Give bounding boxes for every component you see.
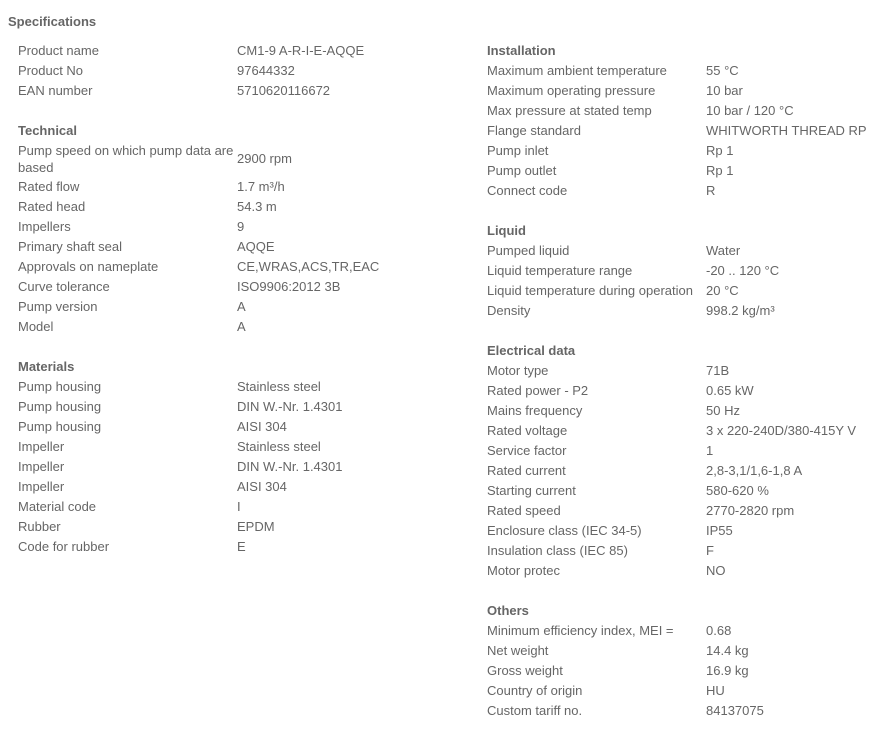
spec-row [487,561,887,581]
section-electrical-data [487,341,887,581]
spec-row [18,497,458,517]
spec-row [487,101,887,121]
section-installation [487,41,887,201]
spec-label: Impeller [18,459,65,474]
spec-row [18,377,458,397]
section-materials [18,357,458,557]
spec-label: Product name [18,43,99,58]
spec-value: 84137075 [706,703,764,718]
spec-row [487,421,887,441]
spec-label: Impeller [18,479,65,494]
spec-label: Approvals on nameplate [18,259,159,274]
spec-value: 10 bar / 120 °C [706,103,794,118]
spec-value: 10 bar [706,83,743,98]
spec-value: 580-620 % [706,483,769,498]
spec-row [487,541,887,561]
spec-label: Minimum efficiency index, MEI = [487,623,674,638]
spec-row [18,417,458,437]
spec-label: Product No [18,63,84,78]
spec-value: I [237,499,241,514]
spec-value: 97644332 [237,63,295,78]
section-heading: Electrical data [487,343,576,358]
spec-label: Impeller [18,439,65,454]
spec-label: Code for rubber [18,539,110,554]
spec-row [18,41,458,61]
spec-value: 16.9 kg [706,663,749,678]
spec-label: Density [487,303,531,318]
spec-row [487,161,887,181]
spec-row [487,381,887,401]
spec-label: Pump inlet [487,143,549,158]
spec-label: Rated speed [487,503,561,518]
spec-row [487,181,887,201]
section-heading: Technical [18,123,78,138]
spec-row [18,197,458,217]
spec-value: 14.4 kg [706,643,749,658]
spec-value: 5710620116672 [237,83,331,98]
spec-value: DIN W.-Nr. 1.4301 [237,459,343,474]
spec-row [487,461,887,481]
spec-row [18,457,458,477]
spec-label: Model [18,319,54,334]
spec-row [487,241,887,261]
section-heading: Liquid [487,223,526,238]
spec-value: Rp 1 [706,143,734,158]
spec-value: 1.7 m³/h [237,179,285,194]
spec-label: Mains frequency [487,403,583,418]
spec-value: 71B [706,363,730,378]
spec-label: Pumped liquid [487,243,570,258]
spec-label: Pump speed on which pump data are based [18,143,234,175]
spec-value: EPDM [237,519,275,534]
spec-value: Rp 1 [706,163,734,178]
spec-row [487,81,887,101]
spec-value: ISO9906:2012 3B [237,279,341,294]
spec-label: Max pressure at stated temp [487,103,652,118]
spec-label: Gross weight [487,663,563,678]
section-heading: Materials [18,359,75,374]
spec-label: Maximum ambient temperature [487,63,667,78]
spec-value: DIN W.-Nr. 1.4301 [237,399,343,414]
spec-label: Rated power - P2 [487,383,589,398]
spec-label: Flange standard [487,123,581,138]
spec-label: Pump housing [18,419,102,434]
spec-label: Liquid temperature range [487,263,633,278]
spec-row [18,317,458,337]
spec-value: AISI 304 [237,479,287,494]
spec-row [487,661,887,681]
section-liquid [487,221,887,321]
spec-row [487,701,887,721]
spec-label: Starting current [487,483,576,498]
spec-label: Rated flow [18,179,80,194]
spec-label: Maximum operating pressure [487,83,656,98]
spec-row [487,301,887,321]
spec-row [18,61,458,81]
spec-row [487,281,887,301]
spec-value: A [237,299,246,314]
spec-label: Material code [18,499,97,514]
section-general [18,41,458,101]
spec-row [487,121,887,141]
spec-row [18,277,458,297]
spec-value: 2,8-3,1/1,6-1,8 A [706,463,803,478]
spec-value: HU [706,683,725,698]
spec-value: WHITWORTH THREAD RP [706,123,867,138]
spec-row [18,297,458,317]
spec-label: Net weight [487,643,549,658]
spec-value: 9 [237,219,245,234]
spec-value: CM1-9 A-R-I-E-AQQE [237,43,365,58]
spec-row [487,61,887,81]
spec-value: AISI 304 [237,419,287,434]
spec-row [18,517,458,537]
spec-row [18,537,458,557]
spec-value: 2900 rpm [237,151,292,166]
spec-row [18,237,458,257]
spec-value: F [706,543,714,558]
spec-row [18,257,458,277]
spec-row [487,501,887,521]
spec-label: Curve tolerance [18,279,110,294]
spec-row [18,217,458,237]
spec-label: Pump outlet [487,163,557,178]
spec-label: Connect code [487,183,568,198]
spec-row [487,641,887,661]
spec-label: Pump housing [18,399,102,414]
spec-value: 0.68 [706,623,732,638]
spec-value: 55 °C [706,63,739,78]
spec-label: Country of origin [487,683,583,698]
spec-label: Motor protec [487,563,560,578]
page-title: Specifications [8,14,97,29]
spec-row [487,361,887,381]
spec-value: 0.65 kW [706,383,754,398]
spec-label: Rubber [18,519,61,534]
spec-row [487,401,887,421]
spec-value: 3 x 220-240D/380-415Y V [706,423,857,438]
spec-label: Primary shaft seal [18,239,123,254]
spec-value: Stainless steel [237,439,321,454]
spec-row [487,141,887,161]
spec-label: Motor type [487,363,549,378]
spec-label: EAN number [18,83,93,98]
spec-row [487,621,887,641]
spec-label: Pump housing [18,379,102,394]
spec-value: IP55 [706,523,733,538]
spec-label: Rated current [487,463,566,478]
spec-row [487,441,887,461]
spec-value: 1 [706,443,714,458]
spec-label: Insulation class (IEC 85) [487,543,628,558]
spec-label: Rated head [18,199,86,214]
spec-label: Custom tariff no. [487,703,583,718]
spec-label: Service factor [487,443,567,458]
spec-row [18,177,458,197]
section-heading: Others [487,603,529,618]
spec-value: 54.3 m [237,199,277,214]
spec-value: NO [706,563,726,578]
spec-value: E [237,539,246,554]
spec-label: Enclosure class (IEC 34-5) [487,523,642,538]
spec-row [487,681,887,701]
spec-row [18,437,458,457]
spec-value: 2770-2820 rpm [706,503,795,518]
spec-label: Pump version [18,299,98,314]
right-column [487,41,887,741]
left-column [18,41,458,577]
spec-value: Stainless steel [237,379,321,394]
spec-value: AQQE [237,239,275,254]
section-technical [18,121,458,337]
spec-row [18,81,458,101]
spec-row [18,397,458,417]
spec-row [487,481,887,501]
spec-value: 50 Hz [706,403,740,418]
spec-value: R [706,183,716,198]
spec-value: Water [706,243,741,258]
section-others [487,601,887,721]
spec-label: Rated voltage [487,423,568,438]
section-heading: Installation [487,43,556,58]
spec-label: Impellers [18,219,71,234]
spec-value: A [237,319,246,334]
spec-value: -20 .. 120 °C [706,263,780,278]
spec-row [487,261,887,281]
spec-value: 20 °C [706,283,739,298]
spec-label: Liquid temperature during operation [487,283,693,298]
spec-row [18,141,458,177]
spec-row [487,521,887,541]
spec-row [18,477,458,497]
spec-value: 998.2 kg/m³ [706,303,775,318]
spec-value: CE,WRAS,ACS,TR,EAC [237,259,380,274]
